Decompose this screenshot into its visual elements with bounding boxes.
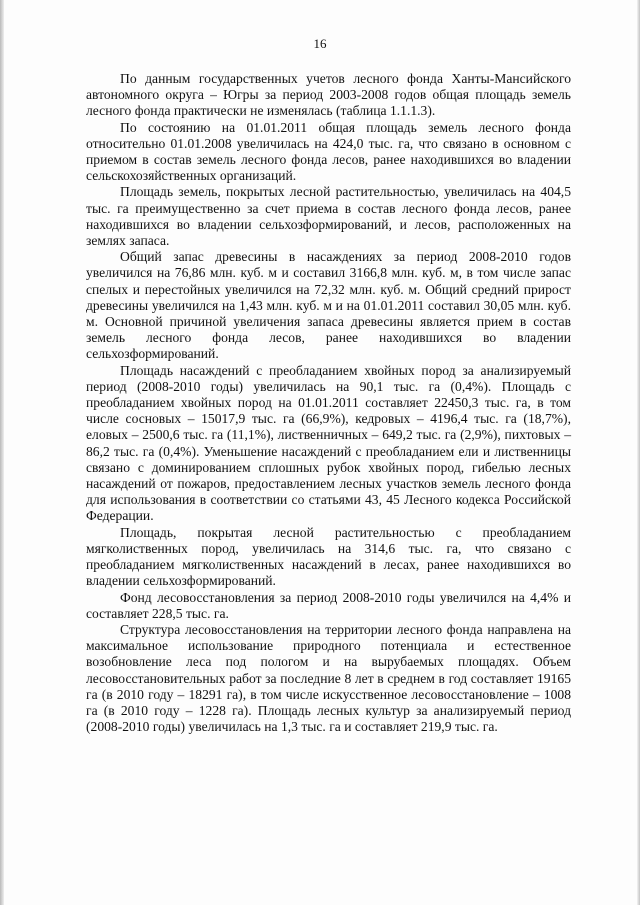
paragraph-forested-area-increase: Площадь земель, покрытых лесной растительностью, увеличилась на 404,5 тыс. га преимущественно за счет приема в состав лесного фонда лесов, ранее находившихся во владении сельхозформирований, и лесов, расположенных на землях запаса. (86, 184, 571, 249)
paragraph-reforestation-structure: Структура лесовосстановления на территории лесного фонда направлена на максимальное использование природного потенциала и естественное возобновление леса под пологом и на вырубаемых площадях. Объем лесовосстановительных работ за последние 8 лет в среднем в год составляет 19165 га (в 2010 году – 18291 га), в том числе искусственное лесовосстановление – 1008 га (в 2010 году – 1228 га). Площадь лесных культур за анализируемый период (2008-2010 годы) увеличилась на 1,3 тыс. га и составляет 219,9 тыс. га. (86, 621, 571, 735)
scan-edge-left (0, 0, 4, 905)
paragraph-softwood-stands: Площадь, покрытая лесной растительностью с преобладанием мягколиственных пород, увеличилась на 314,6 тыс. га, что связано с преобладанием мягколиственных насаждений в лесах, ранее находившихся во владении сельхозформирований. (86, 524, 571, 589)
document-body (86, 71, 571, 735)
paragraph-reforestation-fund: Фонд лесовосстановления за период 2008-2010 годы увеличился на 4,4% и составляет 228,5 тыс. га. (86, 589, 571, 621)
paragraph-timber-stock: Общий запас древесины в насаждениях за период 2008-2010 годов увеличился на 76,86 млн. куб. м и составил 3166,8 млн. куб. м, в том числе запас спелых и перестойных увеличился на 72,32 млн. куб. м. Общий средний прирост древесины увеличился на 1,43 млн. куб. м и на 01.01.2011 составил 30,05 млн. куб. м. Основной причиной увеличения запаса древесины является прием в состав земель лесного фонда лесов, ранее находившихся во владении сельхозформирований. (86, 249, 571, 362)
paragraph-forest-fund-area-2011: По состоянию на 01.01.2011 общая площадь земель лесного фонда относительно 01.01.2008 увеличилась на 424,0 тыс. га, что связано в основном с приемом в состав земель лесного фонда лесов, ранее находившихся во владении сельскохозяйственных организаций. (86, 119, 571, 184)
page-number: 16 (313, 36, 327, 51)
paragraph-coniferous-stands: Площадь насаждений с преобладанием хвойных пород за анализируемый период (2008-2010 годы) увеличилась на 90,1 тыс. га (0,4%). Площадь с преобладанием хвойных пород на 01.01.2011 составляет 22450,3 тыс. га, в том числе сосновых – 15017,9 тыс. га (66,9%), кедровых – 4196,4 тыс. га (18,7%), еловых – 2500,6 тыс. га (11,1%), лиственничных – 649,2 тыс. га (2,9%), пихтовых – 86,2 тыс. га (0,4%). Уменьшение насаждений с преобладанием ели и лиственницы связано с доминированием сплошных рубок хвойных пород, гибелью лесных насаждений от пожаров, предоставлением лесных участков земель лесного фонда для использования в соответствии со статьями 43, 45 Лесного кодекса Российской Федерации. (86, 362, 571, 524)
paragraph-forest-fund-area-2003-2008: По данным государственных учетов лесного фонда Ханты-Мансийского автономного округа – Югры за период 2003-2008 годов общая площадь земель лесного фонда практически не изменялась (таблица 1.1.1.3). (86, 71, 571, 119)
